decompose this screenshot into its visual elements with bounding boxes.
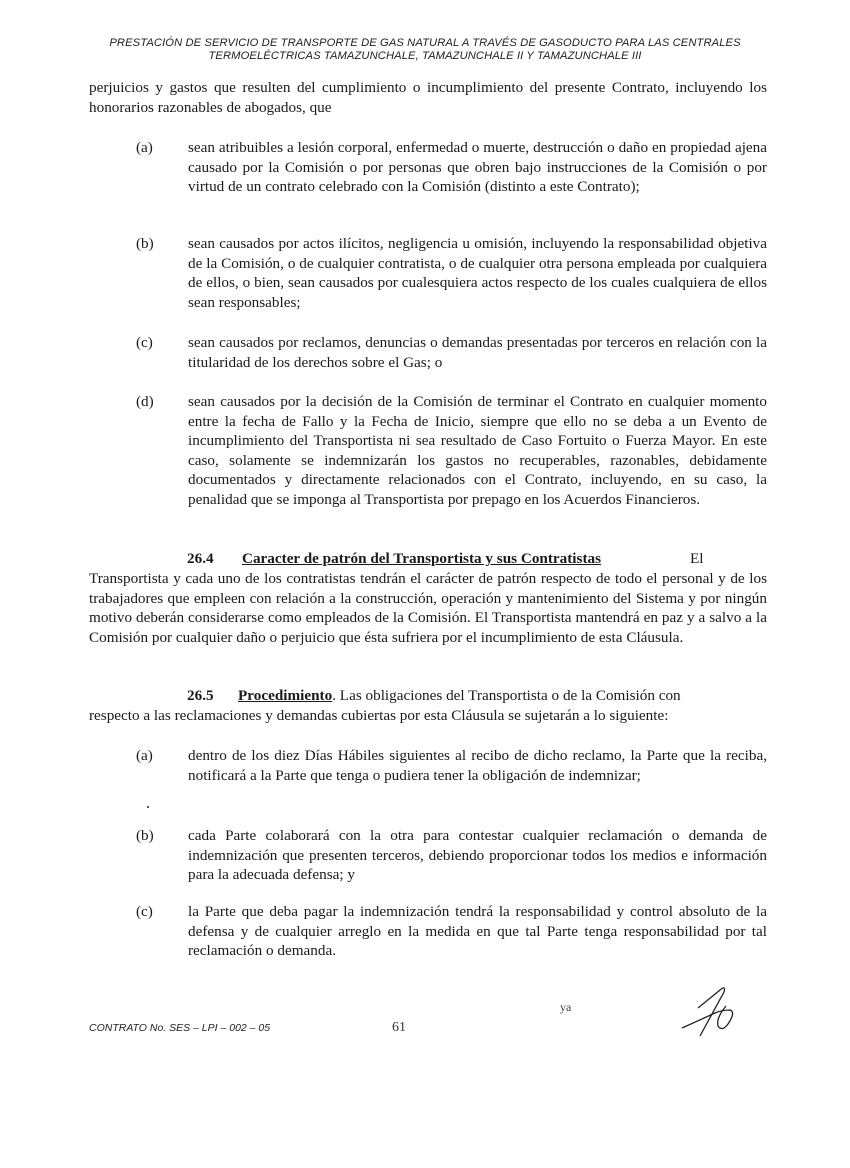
list-item-text: la Parte que deba pagar la indemnización tendrá la responsabilidad y control absoluto de la defensa y de cualquier arreglo en la medida en que tal Parte tenga responsabilidad por tal reclamación o demanda. xyxy=(188,903,767,960)
list-item-text: sean causados por la decisión de la Comisión de terminar el Contrato en cualquier momento entre la fecha de Fallo y la Fecha de Inicio, siempre que ello no se deba a un Evento de incumplimiento del Transportista ni sea resultado de Caso Fortuito o Fuerza Mayor. En este caso, solamente se indemnizarán los gastos no recuperables, razonables, debidamente documentados y directamente relacionados con el Contrato, incluyendo, en su caso, la penalidad que se imponga al Transportista por prepago en los Acuerdos Financieros. xyxy=(188,393,767,508)
section-26-4-lead: El xyxy=(690,550,704,567)
list-item-text: sean causados por reclamos, denuncias o demandas presentadas por terceros en relación con la titularidad de los derechos sobre el Gas; o xyxy=(188,334,767,371)
list-item-label: (a) xyxy=(136,747,153,764)
list-item-text: sean causados por actos ilícitos, negligencia u omisión, incluyendo la responsabilidad objetiva de la Comisión, o de cualquier contratista, o de cualquier otra persona empleada por cualquiera de ellos, o bien, sean causados por cualesquiera actos respecto de los cuales cualquiera de ellos sean responsables; xyxy=(188,235,767,311)
section-26-4-title: Caracter de patrón del Transportista y sus Contratistas xyxy=(242,550,602,567)
section-26-5-body: respecto a las reclamaciones y demandas cubiertas por esta Cláusula se sujetarán a lo siguiente: xyxy=(89,707,669,724)
contract-reference: CONTRATO No. SES – LPI – 002 – 05 xyxy=(89,1022,271,1034)
intro-paragraph: perjuicios y gastos que resulten del cumplimiento o incumplimiento del presente Contrato, incluyendo los honorarios razonables de abogados, que xyxy=(89,79,767,116)
list-item-label: (d) xyxy=(136,393,154,410)
running-header-line-2: TERMOELÉCTRICAS TAMAZUNCHALE, TAMAZUNCHALE II Y TAMAZUNCHALE III xyxy=(208,50,642,62)
list-item-text: cada Parte colaborará con la otra para contestar cualquier reclamación o demanda de indemnización que presenten terceros, debiendo proporcionar todos los medios e información para la adecuada defensa; y xyxy=(188,827,767,884)
section-26-5-title: Procedimiento xyxy=(238,687,333,704)
signature-icon xyxy=(670,980,770,1055)
scan-speck xyxy=(147,806,149,808)
list-item-label: (c) xyxy=(136,334,153,351)
section-26-4-body: Transportista y cada uno de los contratistas tendrán el carácter de patrón respecto de todo el personal y de los trabajadores que empleen con relación a la construcción, operación y mantenimiento del Sistema y por ningún motivo deberán considerarse como empleados de la Comisión. El Transportista mantendrá en paz y a salvo a la Comisión por cualquier daño o perjuicio que ésta sufriera por el incumplimiento de esta Cláusula. xyxy=(89,570,767,646)
list-item-text: dentro de los diez Días Hábiles siguientes al recibo de dicho reclamo, la Parte que la reciba, notificará a la Parte que tenga o pudiera tener la obligación de indemnizar; xyxy=(188,747,767,784)
initials-mark: ya xyxy=(560,1000,572,1014)
section-26-5-lead: . Las obligaciones del Transportista o de la Comisión con xyxy=(332,687,681,704)
page-number: 61 xyxy=(392,1020,406,1035)
list-item-label: (c) xyxy=(136,903,153,920)
list-item-label: (b) xyxy=(136,827,154,844)
running-header-line-1: PRESTACIÓN DE SERVICIO DE TRANSPORTE DE GAS NATURAL A TRAVÉS DE GASODUCTO PARA LAS CENTRALES xyxy=(109,37,741,49)
section-26-5-number: 26.5 xyxy=(187,687,214,704)
list-item-label: (a) xyxy=(136,139,153,156)
list-item-text: sean atribuibles a lesión corporal, enfermedad o muerte, destrucción o daño en propiedad ajena causado por la Comisión o por personas que obren bajo instrucciones de la Comisión o por virtud de un contrato celebrado con la Comisión (distinto a este Contrato); xyxy=(188,139,767,196)
section-26-4-number: 26.4 xyxy=(187,550,214,567)
list-item-label: (b) xyxy=(136,235,154,252)
section-26-5-heading-line xyxy=(238,686,768,706)
